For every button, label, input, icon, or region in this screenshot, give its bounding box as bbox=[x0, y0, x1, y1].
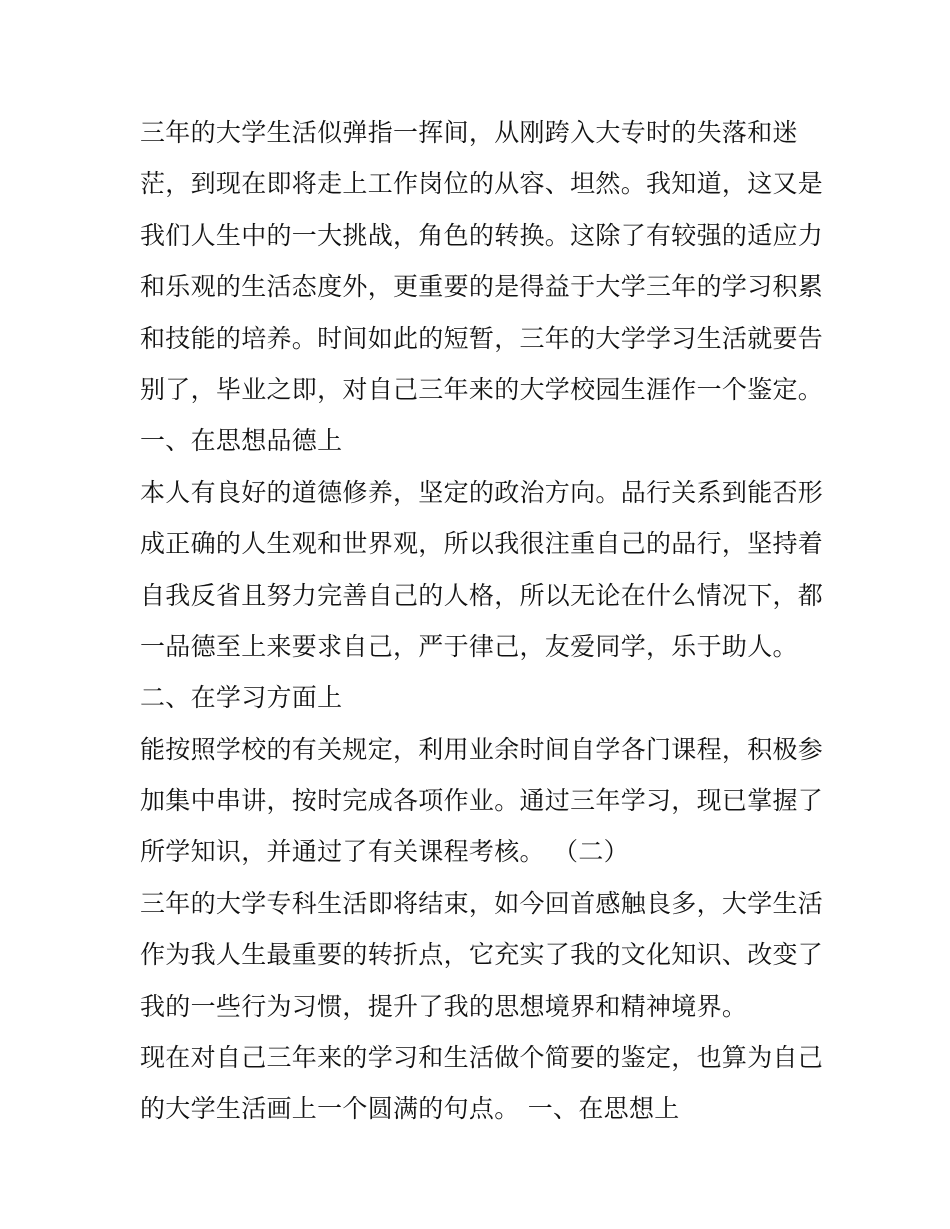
text-line: 茫，到现在即将走上工作岗位的从容、坦然。我知道，这又是 bbox=[140, 169, 824, 199]
text-line: 别了，毕业之即，对自己三年来的大学校园生涯作一个鉴定。 bbox=[140, 374, 824, 404]
text-line: 自我反省且努力完善自己的人格，所以无论在什么情况下，都 bbox=[140, 580, 824, 610]
text-line: 能按照学校的有关规定，利用业余时间自学各门课程，积极参 bbox=[140, 734, 824, 764]
document-body bbox=[140, 107, 824, 1135]
section-heading: 一、在思想品德上 bbox=[140, 426, 343, 456]
text-line: 三年的大学专科生活即将结束，如今回首感触良多，大学生活 bbox=[140, 888, 824, 918]
text-line: 和乐观的生活态度外，更重要的是得益于大学三年的学习积累 bbox=[140, 272, 824, 302]
text-line: 成正确的人生观和世界观，所以我很注重自己的品行，坚持着 bbox=[140, 529, 824, 559]
section-heading: 二、在学习方面上 bbox=[140, 683, 343, 713]
text-line: 现在对自己三年来的学习和生活做个简要的鉴定，也算为自己 bbox=[140, 1043, 824, 1073]
text-line: 一品德至上来要求自己，严于律己，友爱同学，乐于助人。 bbox=[140, 631, 798, 661]
text-line: 加集中串讲，按时完成各项作业。通过三年学习，现已掌握了 bbox=[140, 786, 824, 816]
text-line: 所学知识，并通过了有关课程考核。 （二） bbox=[140, 837, 629, 867]
text-line: 三年的大学生活似弹指一挥间，从刚跨入大专时的失落和迷 bbox=[140, 118, 798, 147]
text-line: 本人有良好的道德修养，坚定的政治方向。品行关系到能否形 bbox=[140, 477, 824, 507]
text-line: 作为我人生最重要的转折点，它充实了我的文化知识、改变了 bbox=[140, 940, 824, 970]
text-line: 和技能的培养。时间如此的短暂，三年的大学学习生活就要告 bbox=[140, 323, 824, 353]
text-line: 的大学生活画上一个圆满的句点。 一、在思想上 bbox=[140, 1094, 680, 1124]
text-line: 我的一些行为习惯，提升了我的思想境界和精神境界。 bbox=[140, 991, 748, 1021]
text-line: 我们人生中的一大挑战，角色的转换。这除了有较强的适应力 bbox=[140, 220, 824, 250]
